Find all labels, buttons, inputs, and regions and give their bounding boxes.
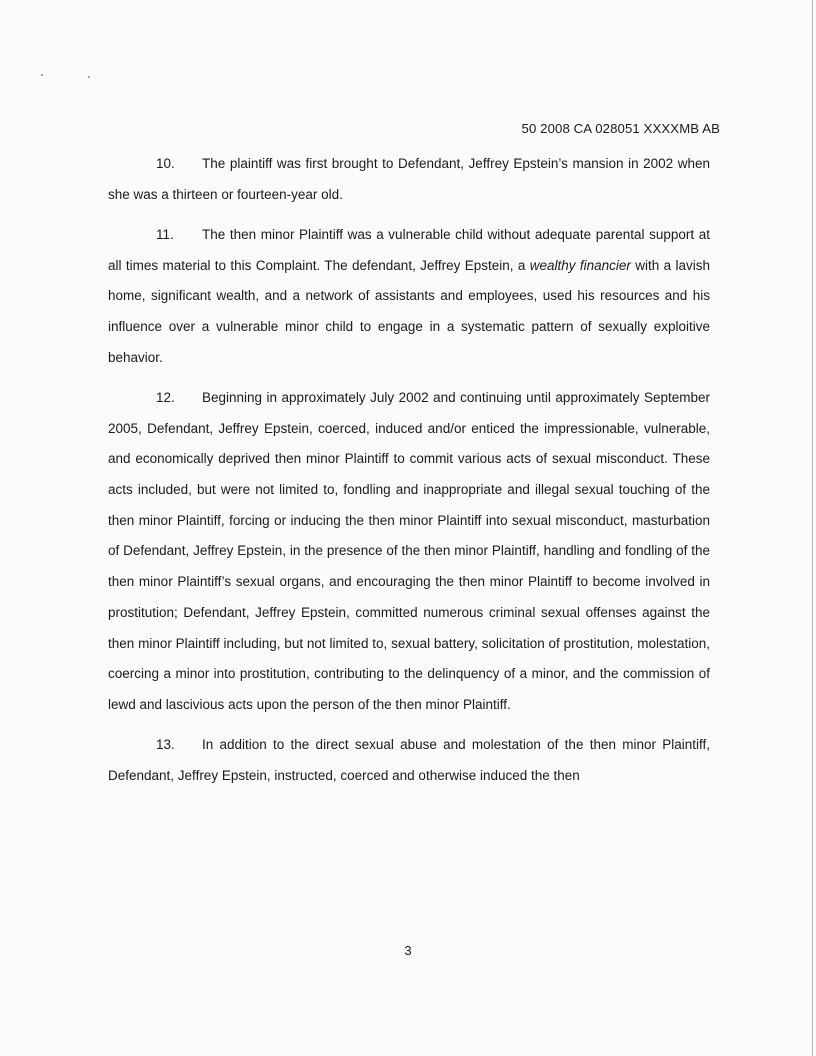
paragraph-11 xyxy=(108,220,710,374)
case-number: 50 2008 CA 028051 XXXXMB AB xyxy=(521,121,720,136)
document-body xyxy=(108,149,710,801)
paragraph-text: In addition to the direct sexual abuse and molestation of the then minor Plaintiff, Defendant, Jeffrey Epstein, instructed, coerced and otherwise induced the then xyxy=(108,737,710,783)
paragraph-number: 11. xyxy=(156,226,174,242)
scan-edge-line xyxy=(812,0,813,1056)
page-number: 3 xyxy=(404,943,412,958)
paragraph-12 xyxy=(108,383,710,721)
scan-speck xyxy=(88,76,90,78)
paragraph-text: Beginning in approximately July 2002 and continuing until approximately September 2005, Defendant, Jeffrey Epstein, coerced, induced and/or enticed the impressionable, vulnerable, and economically deprived then minor Plaintiff to commit various acts of sexual misconduct. These acts included, but were not limited to, fondling and inappropriate and illegal sexual touching of the then minor Plaintiff, forcing or inducing the then minor Plaintiff into sexual misconduct, masturbation of Defendant, Jeffrey Epstein, in the presence of the then minor Plaintiff, handling and fondling of the then minor Plaintiff’s sexual organs, and encouraging the then minor Plaintiff to become involved in prostitution; Defendant, Jeffrey Epstein, committed numerous criminal sexual offenses against the then minor Plaintiff including, but not limited to, sexual battery, solicitation of prostitution, molestation, coercing a minor into prostitution, contributing to the delinquency of a minor, and the commission of lewd and lascivious acts upon the person of the then minor Plaintiff. xyxy=(108,389,710,712)
paragraph-text: The then minor Plaintiff was a vulnerable child without adequate parental support at all times material to this Complaint. The defendant, Jeffrey Epstein, a xyxy=(108,226,710,273)
paragraph-number: 10. xyxy=(156,156,175,171)
scan-speck xyxy=(41,74,43,76)
paragraph-10 xyxy=(108,149,710,210)
paragraph-text: The plaintiff was first brought to Defendant, Jeffrey Epstein’s mansion in 2002 when she was a thirteen or fourteen-year old. xyxy=(108,156,710,202)
paragraph-text-italic: wealthy financier xyxy=(529,257,631,273)
paragraph-text: with a lavish home, significant wealth, and a network of assistants and employees, used his resources and his influence over a vulnerable minor child to engage in a systematic pattern of sexually exploitive behavior. xyxy=(108,257,710,365)
paragraph-number: 13. xyxy=(156,737,175,753)
paragraph-number: 12. xyxy=(156,389,175,405)
paragraph-13 xyxy=(108,730,710,791)
